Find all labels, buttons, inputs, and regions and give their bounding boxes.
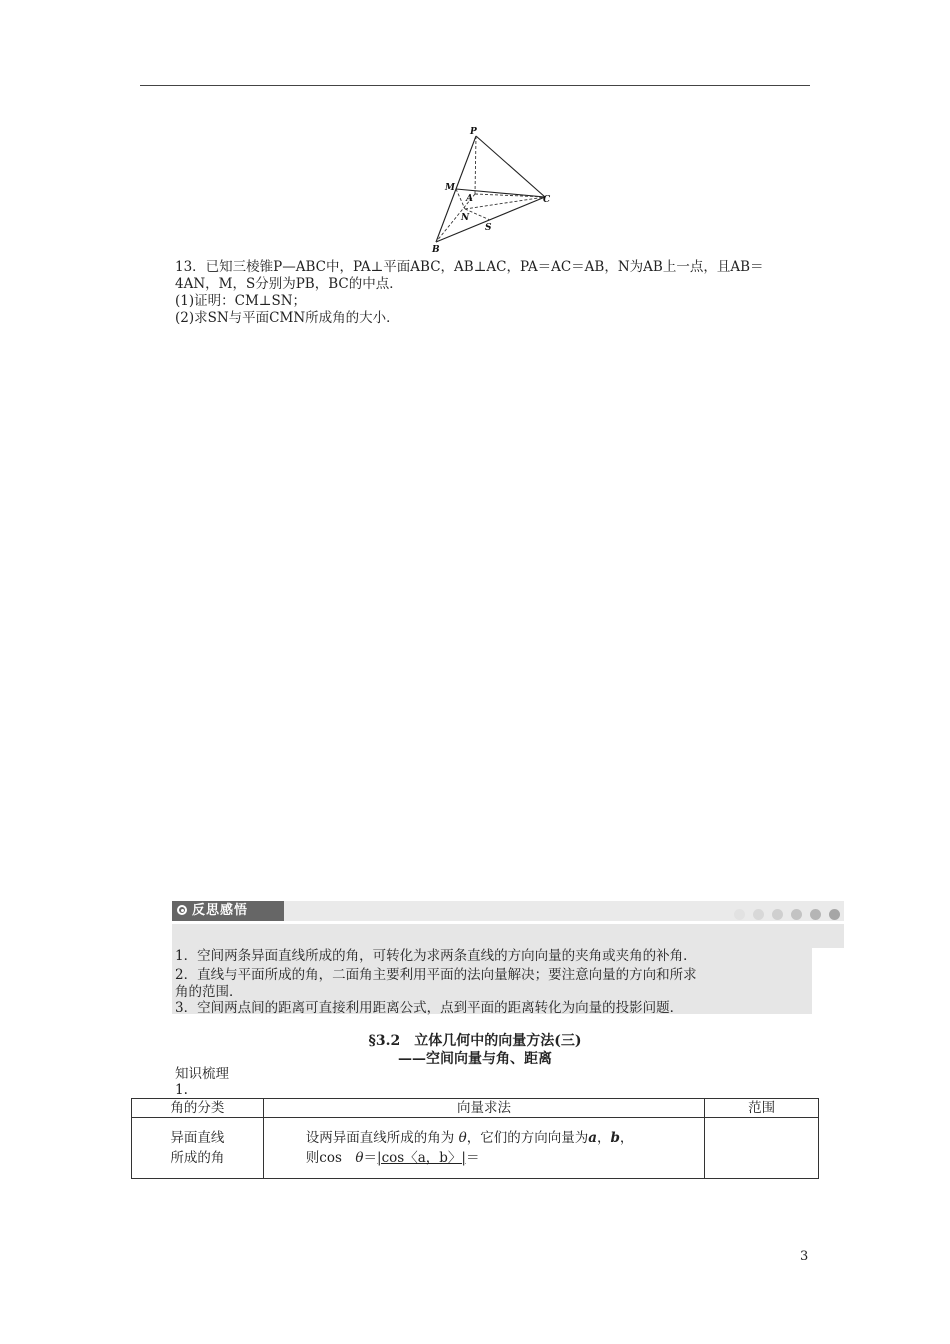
method-end: ， — [619, 1130, 634, 1146]
problem-13-line2: 4AN，M，S分别为PB，BC的中点． — [175, 276, 403, 292]
method-eq: ＝ — [363, 1150, 378, 1166]
theta-symbol-2: θ — [355, 1150, 364, 1166]
decorative-dot — [829, 909, 840, 920]
cell-category — [132, 1118, 264, 1179]
method-comma: ， — [596, 1130, 611, 1146]
category-line2: 所成的角 — [170, 1150, 225, 1166]
reflection-title — [172, 901, 284, 921]
label-M: M — [445, 183, 455, 193]
decorative-dots — [734, 905, 848, 917]
method-answer-blank: |cos〈a，b〉| — [377, 1150, 466, 1166]
method-line1 — [306, 1128, 704, 1148]
knowledge-item-number: 1. — [175, 1082, 188, 1098]
edge-MN — [456, 189, 465, 209]
edge-BC — [436, 197, 545, 242]
cell-range — [705, 1118, 819, 1179]
vector-a: a — [588, 1130, 597, 1146]
section-subtitle: ——空间向量与角、距离 — [398, 1051, 552, 1067]
label-P: P — [470, 127, 477, 137]
vector-b: b — [610, 1130, 620, 1146]
method-cos: 则cos — [305, 1150, 356, 1166]
method-eq-end: ＝ — [465, 1150, 480, 1166]
theta-symbol: θ — [458, 1130, 467, 1146]
table-row — [132, 1118, 819, 1179]
label-C: C — [543, 195, 551, 205]
label-N: N — [461, 213, 470, 223]
reflection-title-text: 反思感悟 — [192, 903, 249, 918]
label-B: B — [432, 245, 440, 255]
angle-method-table — [131, 1098, 819, 1179]
decorative-dot — [810, 909, 821, 920]
decorative-dot — [734, 909, 745, 920]
knowledge-heading: 知识梳理 — [175, 1066, 229, 1082]
label-S: S — [485, 223, 492, 233]
decorative-dot — [753, 909, 764, 920]
section-title: §3.2 立体几何中的向量方法(三) — [368, 1033, 582, 1049]
category-line1: 异面直线 — [170, 1130, 225, 1146]
decorative-dot — [772, 909, 783, 920]
reflection-item-3: 3．空间两点间的距离可直接利用距离公式，点到平面的距离转化为向量的投影问题． — [175, 1000, 684, 1016]
edge-PA — [475, 136, 476, 194]
page-number: 3 — [800, 1249, 809, 1264]
problem-13-part1: (1)证明：CM⊥SN； — [175, 293, 307, 309]
edge-PC — [476, 136, 545, 197]
header-range: 范围 — [705, 1099, 819, 1118]
header-category: 角的分类 — [132, 1099, 264, 1118]
method-text-b: ，它们的方向向量为 — [466, 1130, 589, 1146]
problem-13-part2: (2)求SN与平面CMN所成角的大小． — [175, 310, 400, 326]
table-header-row — [132, 1099, 819, 1118]
header-rule — [140, 85, 810, 86]
method-text-a: 设两异面直线所成的角为 — [305, 1130, 455, 1146]
header-method: 向量求法 — [263, 1099, 704, 1118]
tetrahedron-figure — [420, 124, 560, 256]
cell-method — [263, 1118, 704, 1179]
method-line2 — [306, 1148, 704, 1168]
target-circle-icon — [177, 905, 187, 915]
edge-NC — [465, 197, 545, 209]
reflection-item-1: 1．空间两条异面直线所成的角，可转化为求两条直线的方向向量的夹角或夹角的补角． — [175, 948, 697, 964]
reflection-item-2: 2．直线与平面所成的角，二面角主要利用平面的法向量解决；要注意向量的方向和所求 — [175, 967, 697, 983]
problem-13-line1: 13．已知三棱锥P—ABC中，PA⊥平面ABC，AB⊥AC，PA＝AC＝AB，N为AB上一点，且AB＝ — [175, 259, 764, 275]
decorative-dot — [791, 909, 802, 920]
label-A: A — [466, 194, 473, 204]
reflection-item-2-cont: 角的范围． — [175, 984, 243, 1000]
